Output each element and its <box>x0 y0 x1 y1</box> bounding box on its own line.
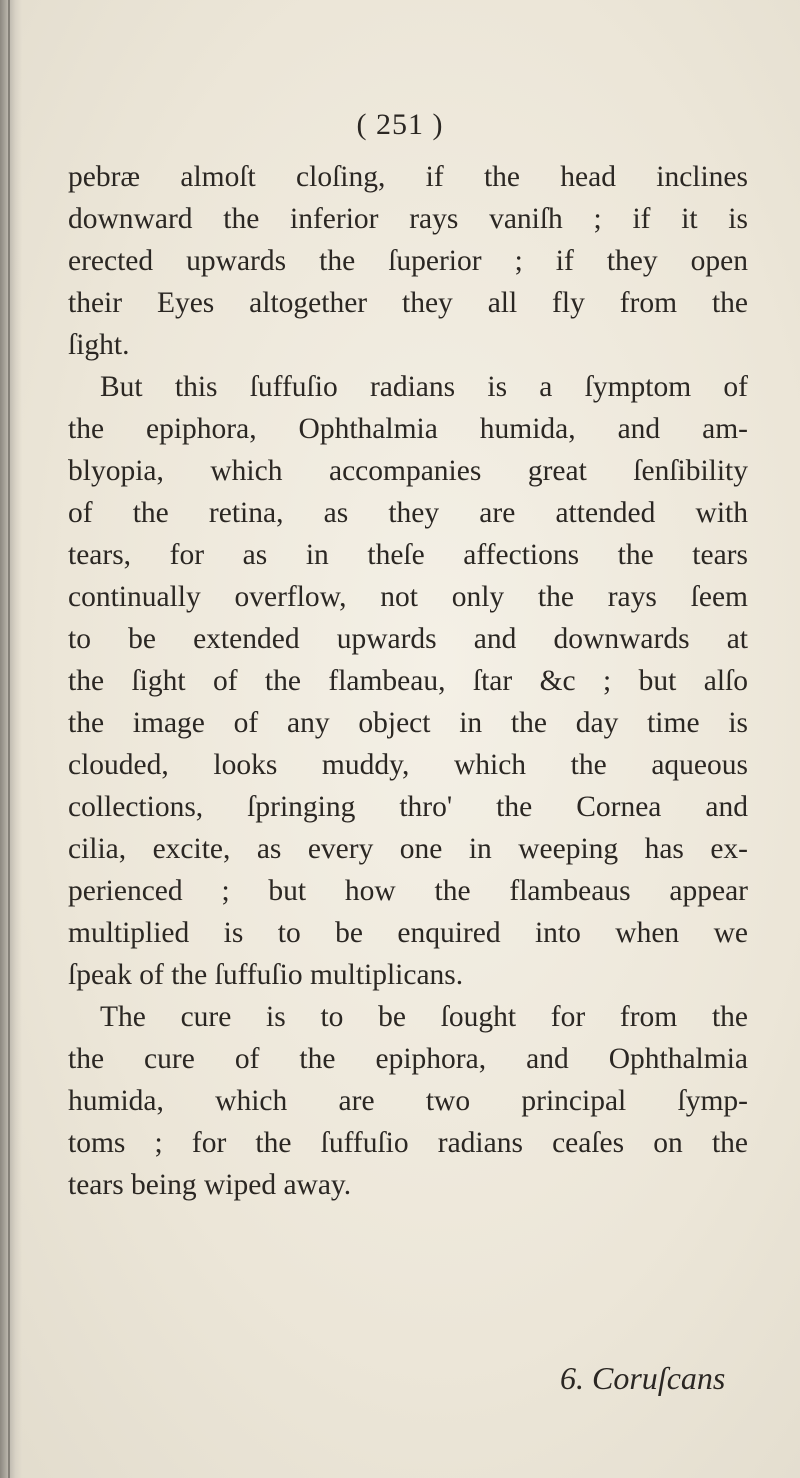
text-line: perienced ; but how the flambeaus appear <box>68 875 748 907</box>
text-line: blyopia, which accompanies great ſenſibility <box>68 455 748 487</box>
text-line: cilia, excite, as every one in weeping has ex- <box>68 833 748 865</box>
text-line: their Eyes altogether they all fly from the <box>68 287 748 319</box>
text-line: tears being wiped away. <box>68 1169 352 1201</box>
text-line: erected upwards the ſuperior ; if they open <box>68 245 748 277</box>
binding-edge <box>8 0 10 1478</box>
text-line: the epiphora, Ophthalmia humida, and am- <box>68 413 748 445</box>
text-line: ſight. <box>68 329 130 361</box>
paragraph-start-line: But this ſuffuſio radians is a ſymptom of <box>100 371 748 403</box>
text-line: downward the inferior rays vaniſh ; if it is <box>68 203 748 235</box>
text-line: collections, ſpringing thro' the Cornea and <box>68 791 748 823</box>
text-line: pebræ almoſt cloſing, if the head inclines <box>68 161 748 193</box>
body-text <box>68 156 748 1206</box>
text-line: of the retina, as they are attended with <box>68 497 748 529</box>
text-line: clouded, looks muddy, which the aqueous <box>68 749 748 781</box>
text-line: continually overflow, not only the rays ſeem <box>68 581 748 613</box>
paragraph-start-line: The cure is to be ſought for from the <box>100 1001 748 1033</box>
text-line: humida, which are two principal ſymp- <box>68 1085 748 1117</box>
page-number: ( 251 ) <box>356 108 444 141</box>
text-line: the image of any object in the day time is <box>68 707 748 739</box>
page-gutter-shadow <box>0 0 22 1478</box>
text-line: the cure of the epiphora, and Ophthalmia <box>68 1043 748 1075</box>
text-line: tears, for as in theſe affections the tears <box>68 539 748 571</box>
text-line: the ſight of the flambeau, ſtar &c ; but alſo <box>68 665 748 697</box>
text-line: toms ; for the ſuffuſio radians ceaſes on the <box>68 1127 748 1159</box>
text-line: multiplied is to be enquired into when we <box>68 917 748 949</box>
text-line: to be extended upwards and downwards at <box>68 623 748 655</box>
text-line: ſpeak of the ſuffuſio multiplicans. <box>68 959 464 991</box>
catchword: 6. Coruſcans <box>560 1360 726 1396</box>
